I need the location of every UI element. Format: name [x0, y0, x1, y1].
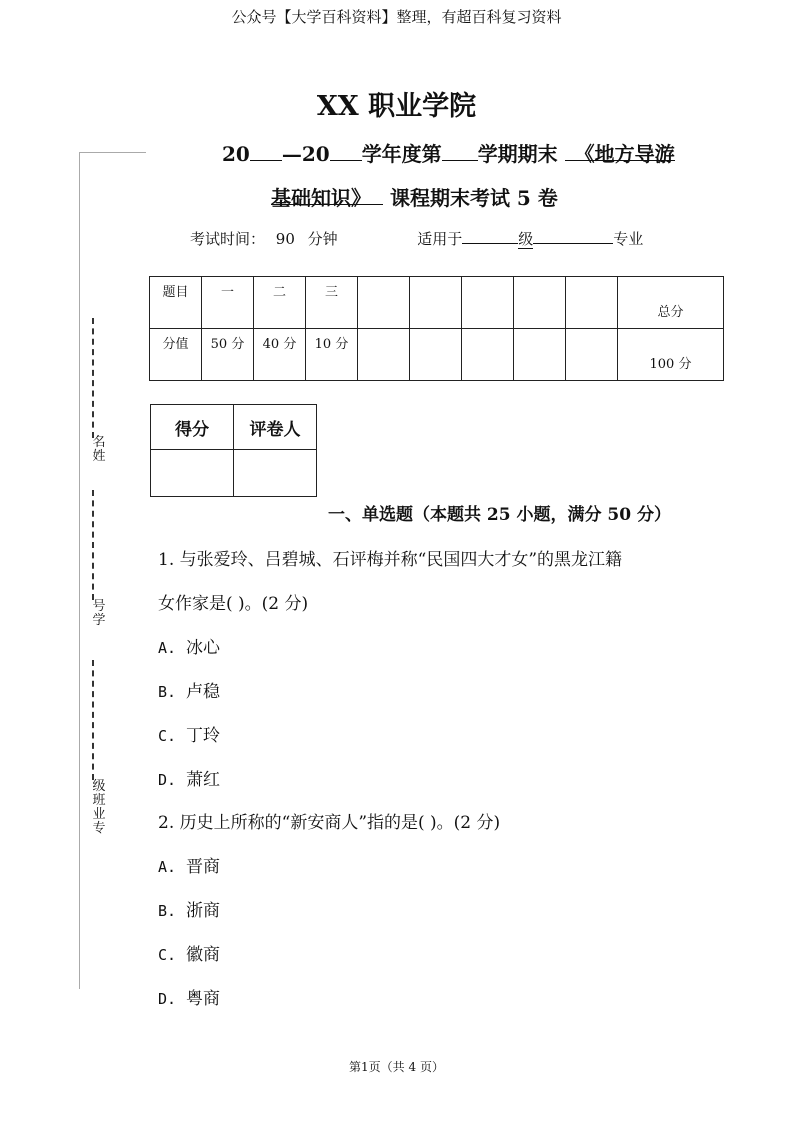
exam-title-line-2	[271, 182, 558, 211]
grader-header: 评卷人	[234, 405, 317, 450]
semester-end-label: 学期期末	[477, 142, 558, 166]
option-text: 粤商	[186, 989, 220, 1009]
major-blank	[533, 229, 613, 244]
cell-total-points: 100 分	[618, 329, 724, 381]
question-1-option-c	[158, 721, 220, 746]
option-text: 丁玲	[186, 726, 220, 746]
binding-dash-line	[92, 660, 104, 780]
exam-paper-label: 课程期末考试 5 卷	[389, 186, 558, 210]
score-table	[149, 276, 724, 381]
option-text: 萧红	[186, 770, 220, 790]
score-header: 得分	[151, 405, 234, 450]
question-2-option-c	[158, 940, 220, 965]
option-key: A.	[158, 858, 177, 876]
cell-empty	[566, 277, 618, 329]
option-text: 晋商	[186, 857, 220, 877]
cell-question-1: 一	[202, 277, 254, 329]
exam-time-value: 90	[275, 230, 295, 248]
semester-blank	[442, 138, 478, 161]
cell-points-3: 10 分	[306, 329, 358, 381]
cell-points-1: 50 分	[202, 329, 254, 381]
question-2-option-d	[158, 984, 220, 1009]
cell-total-label: 总分	[618, 277, 724, 329]
side-label-class: 级班业专	[92, 779, 106, 836]
cell-empty	[410, 329, 462, 381]
option-text: 卢稳	[186, 682, 220, 702]
cell-points-2: 40 分	[254, 329, 306, 381]
cell-empty	[514, 329, 566, 381]
grade-blank	[462, 229, 518, 244]
cell-question-2: 二	[254, 277, 306, 329]
option-key: B.	[158, 902, 177, 920]
score-table-row-points	[150, 329, 724, 381]
section-heading: 一、单选题（本题共 25 小题，满分 50 分）	[328, 505, 671, 525]
course-name-part-2: 基础知识》	[271, 182, 383, 205]
option-text: 浙商	[186, 901, 220, 921]
cell-empty	[410, 277, 462, 329]
cell-empty	[566, 329, 618, 381]
major-label: 专业	[613, 230, 644, 248]
binding-dash-line	[92, 490, 104, 600]
exam-time-unit: 分钟	[307, 230, 338, 248]
cell-empty	[462, 277, 514, 329]
exam-title-line-1	[222, 138, 675, 167]
year-end-blank	[330, 138, 362, 161]
option-key: B.	[158, 683, 177, 701]
header-note: 公众号【大学百科资料】整理，有超百科复习资料	[231, 8, 562, 26]
side-label-number: 号学	[92, 599, 106, 628]
option-text: 冰心	[186, 638, 220, 658]
page-footer: 第1页（共 4 页）	[349, 1060, 444, 1074]
cell-points-label: 分值	[150, 329, 202, 381]
question-1-option-a	[158, 633, 220, 658]
applies-to-label: 适用于	[417, 230, 463, 248]
option-text: 徽商	[186, 945, 220, 965]
question-2-option-b	[158, 896, 220, 921]
grader-entry-cell	[234, 450, 317, 497]
question-2-line-1: 2. 历史上所称的“新安商人”指的是( )。(2 分)	[158, 813, 501, 833]
cell-question-label: 题目	[150, 277, 202, 329]
question-2-option-a	[158, 852, 220, 877]
cell-empty	[514, 277, 566, 329]
cell-empty	[358, 329, 410, 381]
option-key: C.	[158, 727, 177, 745]
binding-margin	[79, 152, 146, 989]
cell-empty	[358, 277, 410, 329]
option-key: D.	[158, 990, 177, 1008]
binding-dash-line	[92, 318, 104, 438]
option-key: C.	[158, 946, 177, 964]
question-1-option-d	[158, 765, 220, 790]
school-name: XX 职业学院	[316, 91, 477, 122]
grader-table	[150, 404, 317, 497]
exam-info-line	[190, 228, 643, 249]
option-key: A.	[158, 639, 177, 657]
exam-time-label: 考试时间：	[190, 230, 266, 248]
question-1-line-2: 女作家是( )。(2 分)	[158, 594, 309, 614]
cell-empty	[462, 329, 514, 381]
score-entry-cell	[151, 450, 234, 497]
option-key: D.	[158, 771, 177, 789]
academic-year-label: 学年度第	[361, 142, 442, 166]
year-end: —20	[281, 142, 330, 166]
course-name-part-1: 《地方导游	[565, 138, 675, 161]
question-1-line-1: 1. 与张爱玲、吕碧城、石评梅并称“民国四大才女”的黑龙江籍	[158, 550, 623, 570]
score-table-row-questions	[150, 277, 724, 329]
grade-label: 级	[518, 230, 534, 248]
question-1-option-b	[158, 677, 220, 702]
year-start: 20	[222, 142, 250, 166]
side-label-name: 名姓	[92, 435, 106, 464]
cell-question-3: 三	[306, 277, 358, 329]
year-start-blank	[250, 138, 282, 161]
